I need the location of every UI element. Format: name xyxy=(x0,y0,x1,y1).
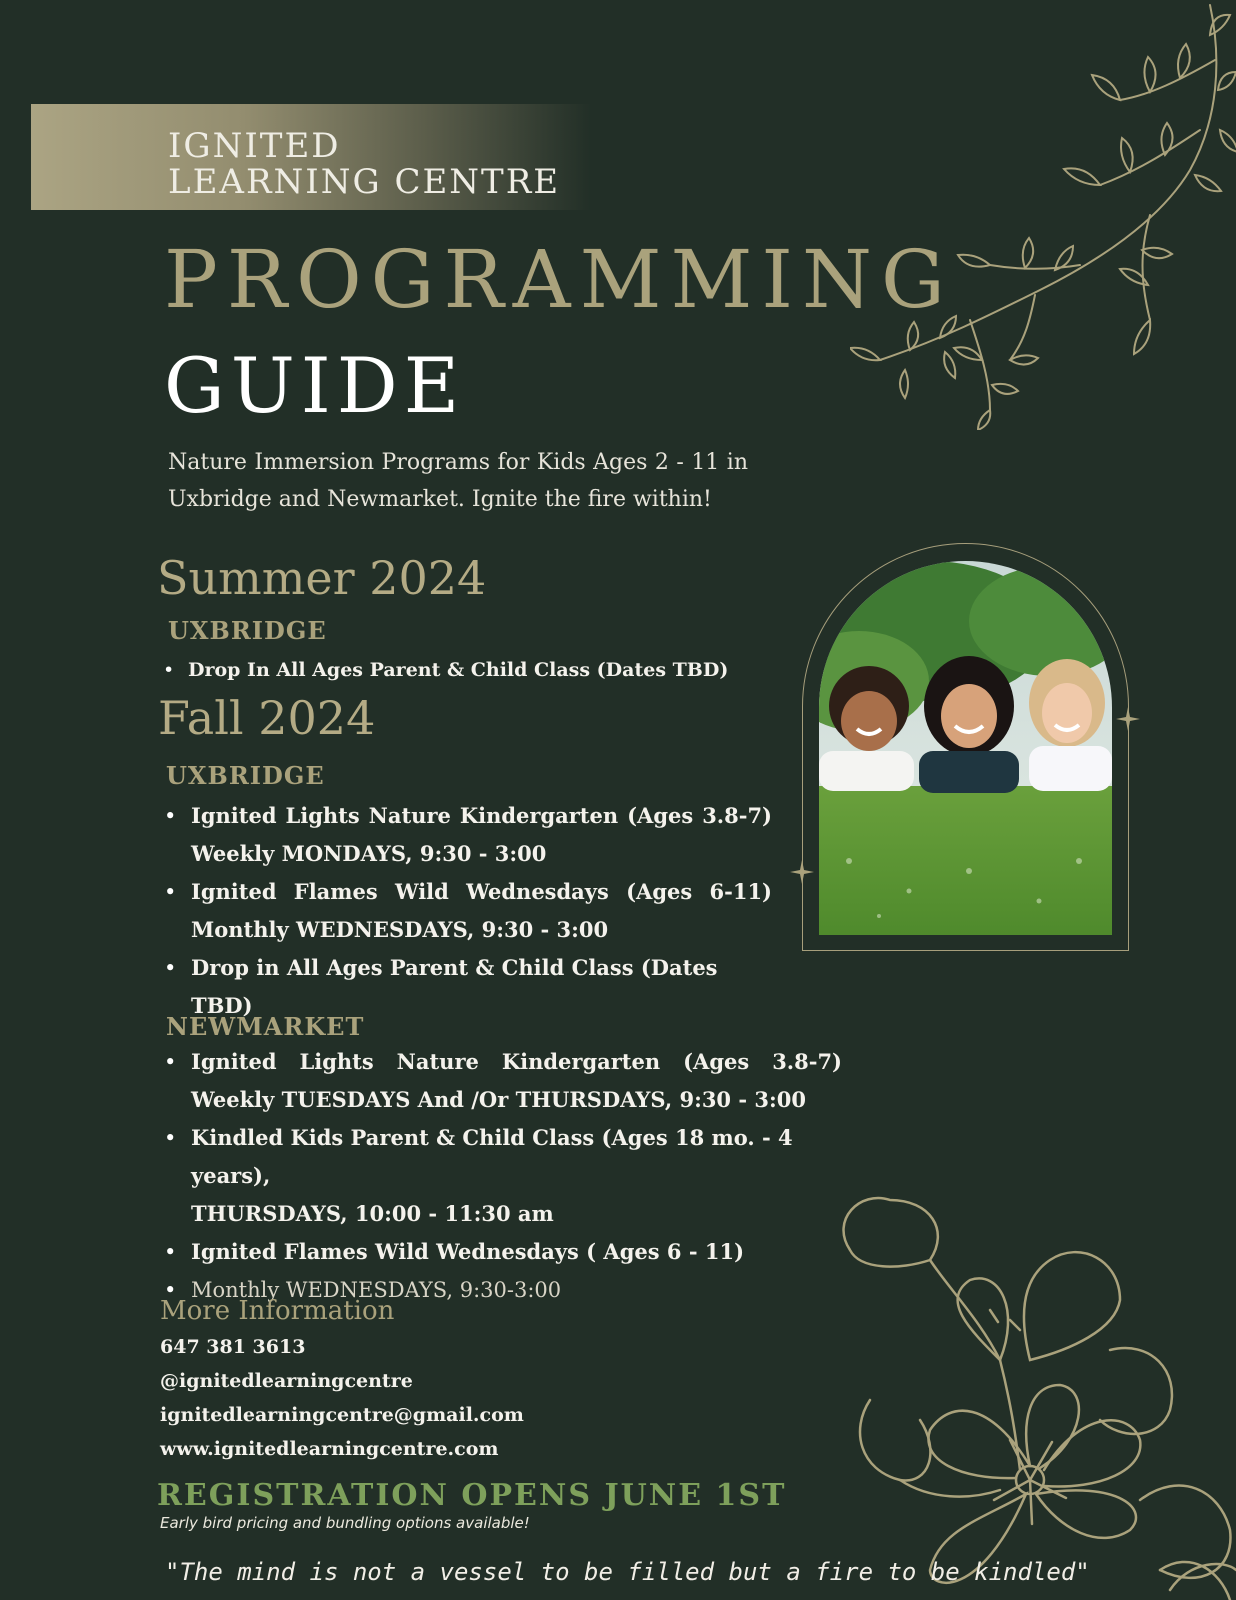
fall-season-heading: Fall 2024 xyxy=(158,691,376,745)
fall-uxbridge-program-list xyxy=(164,797,772,1025)
fall-newmarket-program-list xyxy=(164,1043,842,1309)
summer-program-list xyxy=(163,651,763,689)
summer-season-heading: Summer 2024 xyxy=(157,551,487,605)
contact-email: ignitedlearningcentre@gmail.com xyxy=(160,1404,524,1426)
subtitle-line-2: Uxbridge and Newmarket. Ignite the fire within! xyxy=(168,487,712,512)
children-photo xyxy=(819,561,1112,935)
brand-name xyxy=(168,128,560,200)
registration-headline: REGISTRATION OPENS JUNE 1ST xyxy=(157,1478,787,1513)
registration-note: Early bird pricing and bundling options available! xyxy=(160,1514,530,1532)
subtitle-line-1: Nature Immersion Programs for Kids Ages 2 - 11 in xyxy=(168,450,748,475)
contact-website: www.ignitedlearningcentre.com xyxy=(160,1438,499,1460)
page-subtitle xyxy=(168,444,748,518)
brand-line-2: LEARNING CENTRE xyxy=(168,162,561,202)
fall-city-uxbridge: UXBRIDGE xyxy=(166,761,325,790)
list-item: • Ignited Flames Wild Wednesdays (Ages 6-11) Monthly WEDNESDAYS, 9:30 - 3:00 xyxy=(164,873,772,949)
list-item: • Ignited Lights Nature Kindergarten (Ages 3.8-7) Weekly MONDAYS, 9:30 - 3:00 xyxy=(164,797,772,873)
list-item: • Ignited Lights Nature Kindergarten (Ages 3.8-7) Weekly TUESDAYS And /Or THURSDAYS, 9:30 - 3:00 xyxy=(164,1043,842,1119)
contact-social-handle: @ignitedlearningcentre xyxy=(160,1370,413,1392)
more-information-heading: More Information xyxy=(160,1296,395,1326)
sparkle-icon xyxy=(790,860,814,884)
list-item: • Monthly WEDNESDAYS, 9:30-3:00 xyxy=(164,1271,842,1309)
fall-city-newmarket: NEWMARKET xyxy=(166,1012,365,1041)
page-title-programming: PROGRAMMING xyxy=(164,233,954,326)
list-item: • Ignited Flames Wild Wednesdays ( Ages 6 - 11) xyxy=(164,1233,842,1271)
list-item: • Drop in All Ages Parent & Child Class (Dates TBD) xyxy=(164,949,772,1025)
children-photo-illustration xyxy=(819,561,1112,935)
contact-phone: 647 381 3613 xyxy=(160,1336,306,1358)
vine-illustration xyxy=(850,0,1236,430)
summer-city-uxbridge: UXBRIDGE xyxy=(168,616,327,645)
brand-line-1: IGNITED xyxy=(168,126,341,166)
flower-illustration xyxy=(830,1170,1236,1600)
list-item: • Drop In All Ages Parent & Child Class (Dates TBD) xyxy=(163,651,763,689)
sparkle-icon xyxy=(1116,707,1140,731)
list-item: • Kindled Kids Parent & Child Class (Ages 18 mo. - 4 years), THURSDAYS, 10:00 - 11:30 am xyxy=(164,1119,842,1233)
page-title-guide: GUIDE xyxy=(164,341,466,430)
contact-details xyxy=(160,1330,524,1466)
closing-quote: "The mind is not a vessel to be filled but a fire to be kindled" xyxy=(165,1558,1090,1586)
